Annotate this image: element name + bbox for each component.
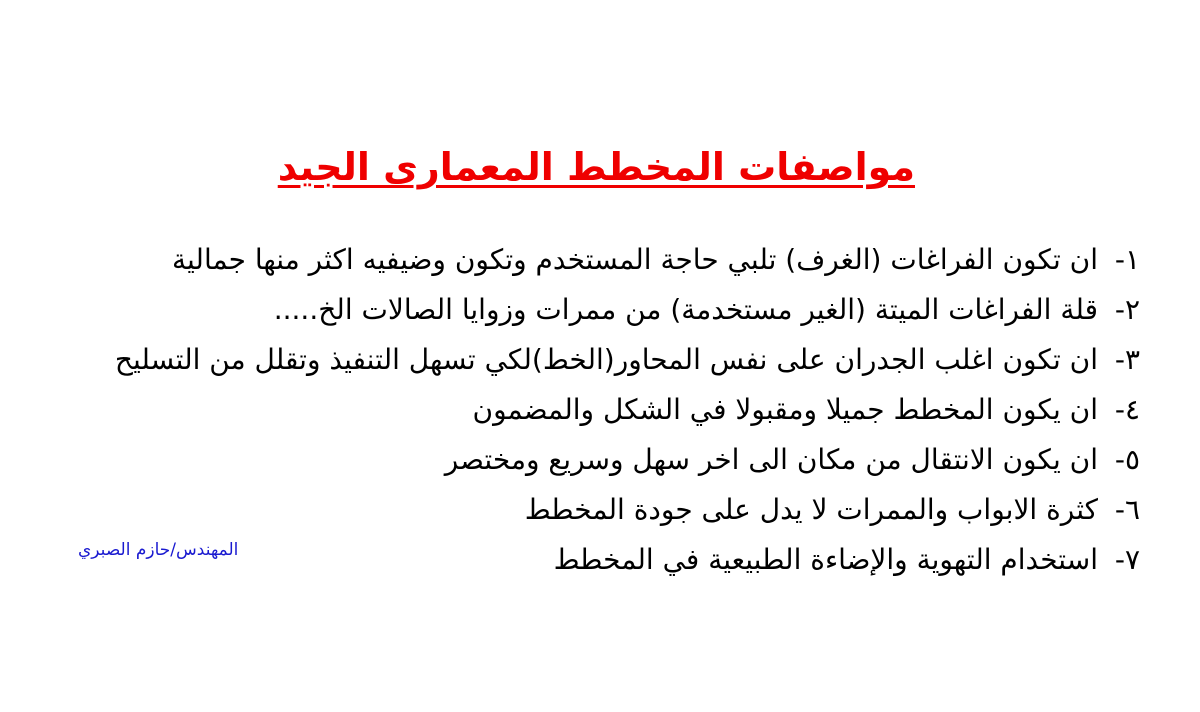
list-item — [115, 338, 1140, 388]
item-text: كثرة الابواب والممرات لا يدل على جودة المخطط — [524, 493, 1098, 526]
item-text: استخدام التهوية والإضاءة الطبيعية في المخطط — [553, 543, 1098, 576]
item-number: ٤- — [1114, 393, 1140, 426]
list-item — [115, 438, 1140, 488]
item-text: ان يكون المخطط جميلا ومقبولا في الشكل والمضمون — [472, 393, 1098, 426]
item-number: ٦- — [1114, 493, 1140, 526]
list-item — [115, 288, 1140, 338]
author-signature: المهندس/حازم الصبري — [78, 540, 239, 560]
item-number: ٣- — [1114, 343, 1140, 376]
item-text: ان يكون الانتقال من مكان الى اخر سهل وسريع ومختصر — [444, 443, 1098, 476]
list-item — [115, 488, 1140, 538]
item-number: ٧- — [1114, 543, 1140, 576]
item-number: ٥- — [1114, 443, 1140, 476]
item-number: ١- — [1114, 243, 1140, 276]
list-item — [115, 388, 1140, 438]
document-title: مواصفات المخطط المعمارى الجيد — [277, 145, 915, 189]
specifications-list — [115, 238, 1140, 588]
item-text: قلة الفراغات الميتة (الغير مستخدمة) من ممرات وزوايا الصالات الخ..... — [273, 293, 1098, 326]
item-text: ان تكون الفراغات (الغرف) تلبي حاجة المستخدم وتكون وضيفيه اكثر منها جمالية — [171, 243, 1098, 276]
list-item — [115, 538, 1140, 588]
list-item — [115, 238, 1140, 288]
item-text: ان تكون اغلب الجدران على نفس المحاور(الخط)لكي تسهل التنفيذ وتقلل من التسليح — [114, 343, 1098, 376]
item-number: ٢- — [1114, 293, 1140, 326]
